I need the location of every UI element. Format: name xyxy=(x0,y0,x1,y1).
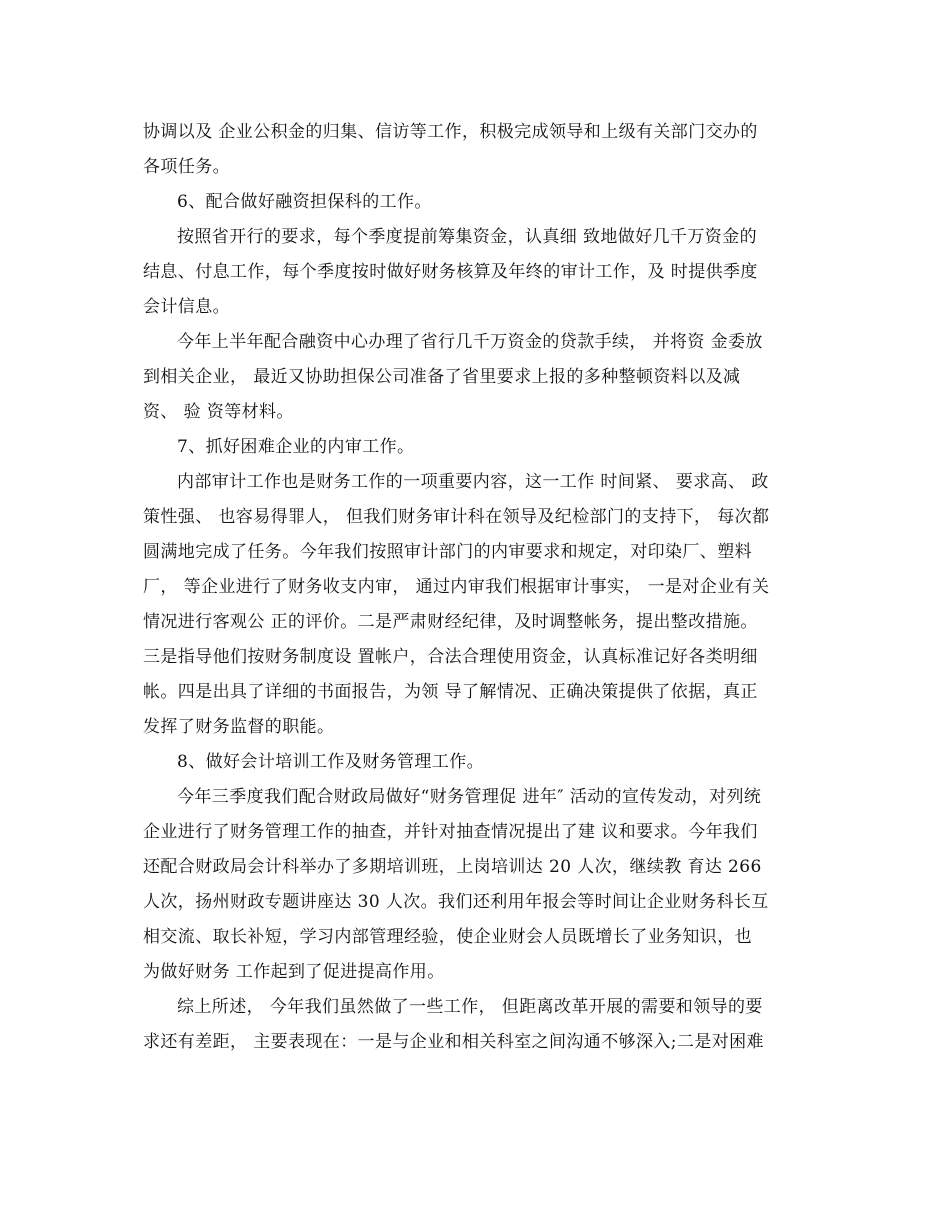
text-line: 今年三季度我们配合财政局做好“财务管理促 进年″ 活动的宣传发动，对列统 xyxy=(177,787,762,807)
text-line: 厂， 等企业进行了财务收支内审， 通过内审我们根据审计事实， 一是对企业有关 xyxy=(143,577,770,597)
text-line: 到相关企业， 最近又协助担保公司准备了省里要求上报的多种整顿资料以及减 xyxy=(143,367,741,387)
text-line: 求还有差距， 主要表现在：一是与企业和相关科室之间沟通不够深入;二是对困难 xyxy=(143,1032,764,1052)
text-line: 综上所述， 今年我们虽然做了一些工作， 但距离改革开展的需要和领导的要 xyxy=(177,997,763,1017)
text-line: 为做好财务 工作起到了促进提高作用。 xyxy=(143,962,445,982)
text-line: 策性强、 也容易得罪人， 但我们财务审计科在领导及纪检部门的支持下， 每次都 xyxy=(143,507,770,527)
text-line: 会计信息。 xyxy=(143,297,230,317)
text-line: 内部审计工作也是财务工作的一项重要内容，这一工作 时间紧、 要求高、 政 xyxy=(177,472,769,492)
text-line: 资、 验 资等材料。 xyxy=(143,402,294,422)
section-heading-7: 7、抓好困难企业的内审工作。 xyxy=(177,437,415,457)
text-line: 各项任务。 xyxy=(143,157,230,177)
text-line: 相交流、取长补短，学习内部管理经验，使企业财会人员既增长了业务知识，也 xyxy=(143,927,752,947)
document-body xyxy=(143,115,813,1060)
text-line: 圆满地完成了任务。今年我们按照审计部门的内审要求和规定，对印染厂、塑料 xyxy=(143,542,752,562)
text-line: 还配合财政局会计科举办了多期培训班，上岗培训达 20 人次，继续教 育达 266 xyxy=(143,857,762,877)
text-line: 情况进行客观公 正的评价。二是严肃财经纪律，及时调整帐务，提出整改措施。 xyxy=(143,612,758,632)
text-line: 三是指导他们按财务制度设 置帐户，合法合理使用资金，认真标准记好各类明细 xyxy=(143,647,758,667)
section-heading-8: 8、做好会计培训工作及财务管理工作。 xyxy=(177,752,485,772)
text-line: 今年上半年配合融资中心办理了省行几千万资金的贷款手续， 并将资 金委放 xyxy=(177,332,763,352)
text-line: 帐。四是出具了详细的书面报告，为领 导了解情况、正确决策提供了依据，真正 xyxy=(143,682,758,702)
text-line: 按照省开行的要求，每个季度提前筹集资金，认真细 致地做好几千万资金的 xyxy=(177,227,758,247)
section-heading-6: 6、配合做好融资担保科的工作。 xyxy=(177,192,432,212)
text-line: 人次，扬州财政专题讲座达 30 人次。我们还利用年报会等时间让企业财务科长互 xyxy=(143,892,769,912)
text-line: 协调以及 企业公积金的归集、信访等工作，积极完成领导和上级有关部门交办的 xyxy=(143,122,758,142)
text-line: 企业进行了财务管理工作的抽查，并针对抽查情况提出了建 议和要求。今年我们 xyxy=(143,822,758,842)
text-line: 结息、付息工作，每个季度按时做好财务核算及年终的审计工作，及 时提供季度 xyxy=(143,262,758,282)
text-line: 发挥了财务监督的职能。 xyxy=(143,717,335,737)
